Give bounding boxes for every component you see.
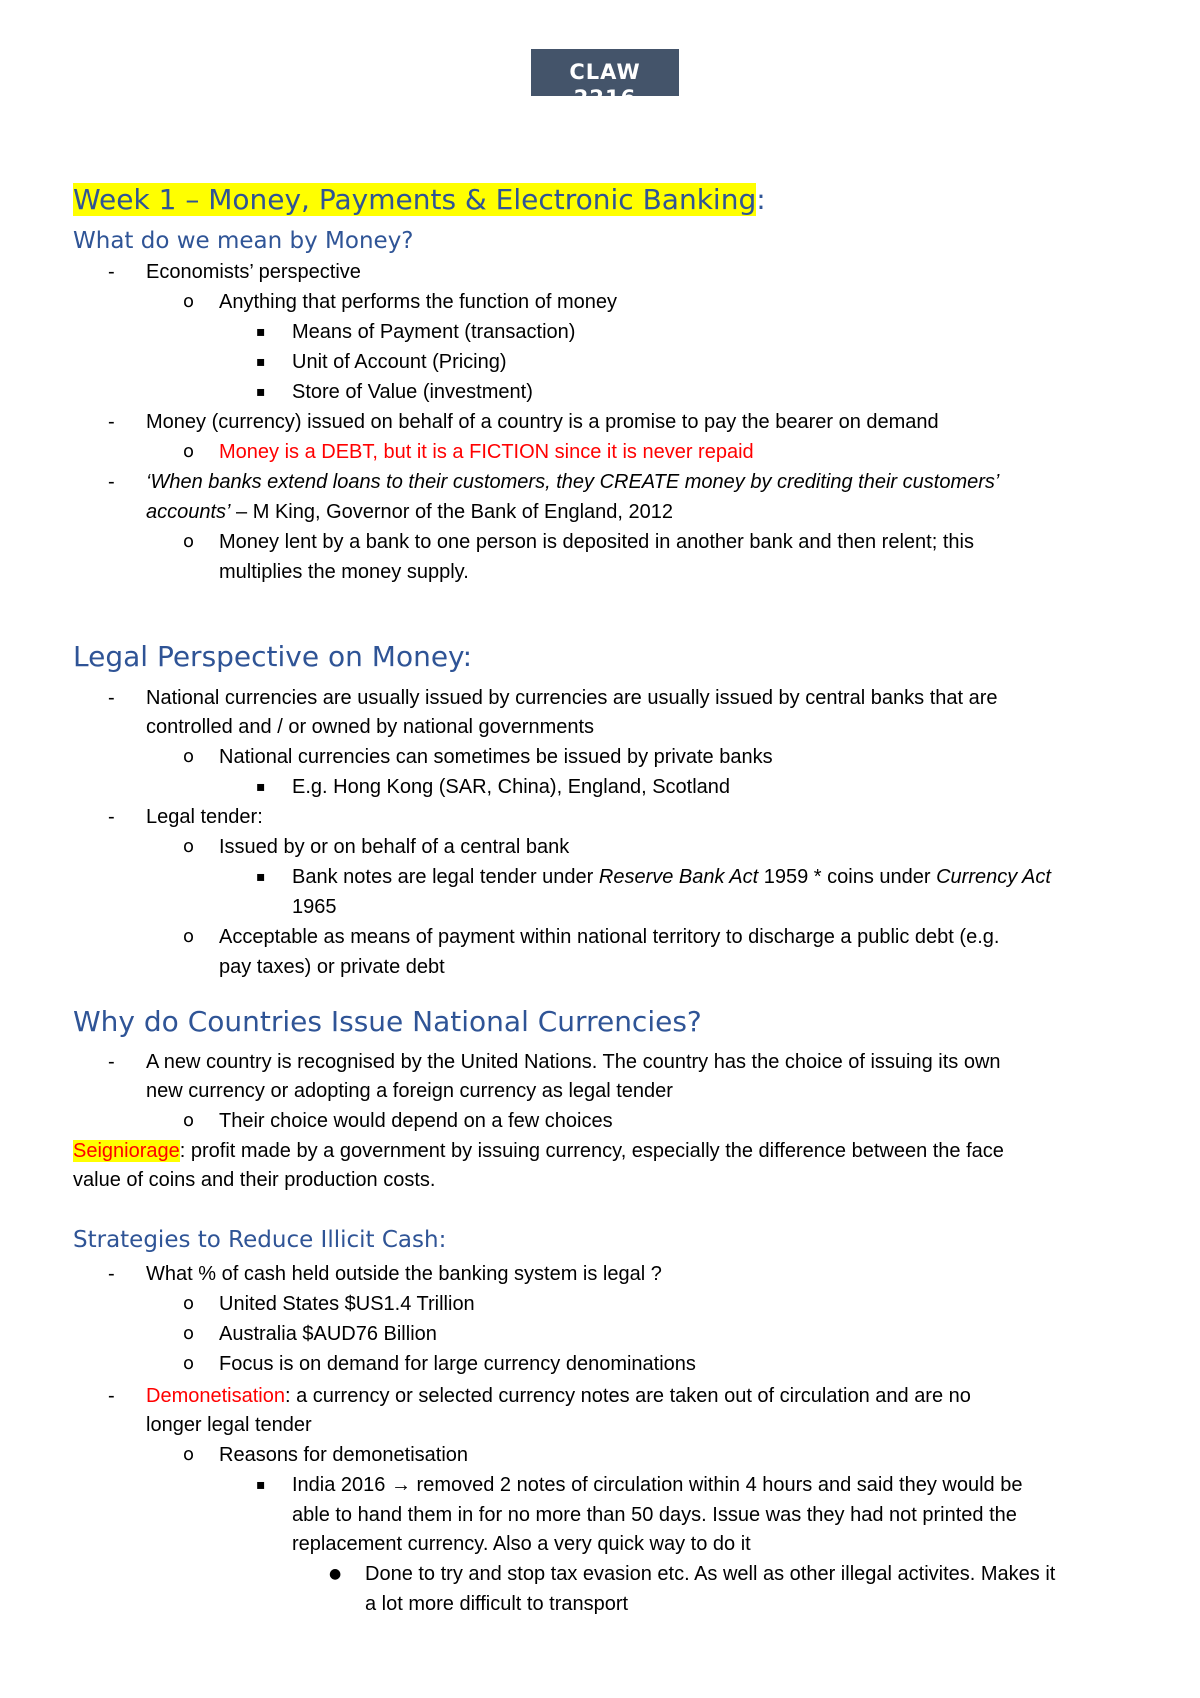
dash-bullet: - bbox=[108, 687, 115, 709]
notes-line1 bbox=[292, 865, 1051, 889]
reasons-text: Reasons for demonetisation bbox=[219, 1444, 469, 1466]
strategies-title: Strategies to Reduce Illicit Cash: bbox=[73, 1227, 447, 1253]
national-line1: National currencies are usually issued by currencies are usually issued by central banks that are bbox=[146, 687, 998, 709]
square-bullet: ▪ bbox=[256, 324, 266, 340]
square-bullet: ▪ bbox=[256, 354, 266, 370]
store-text: Store of Value (investment) bbox=[292, 381, 533, 403]
circle-bullet: o bbox=[183, 1353, 195, 1374]
economists-text: Economists’ perspective bbox=[146, 261, 361, 283]
india-line3: replacement currency. Also a very quick way to do it bbox=[292, 1533, 751, 1555]
dash-bullet: - bbox=[108, 411, 115, 433]
india-line2: able to hand them in for no more than 50 days. Issue was they had not printed the bbox=[292, 1504, 1017, 1526]
why-title: Why do Countries Issue National Currencies? bbox=[73, 1005, 702, 1038]
week1-title-colon: : bbox=[756, 183, 766, 216]
issued-text: Issued by or on behalf of a central bank bbox=[219, 836, 570, 858]
legal-title: Legal Perspective on Money: bbox=[73, 640, 473, 673]
circle-bullet: o bbox=[183, 836, 195, 857]
dash-bullet: - bbox=[108, 1263, 115, 1285]
circle-bullet: o bbox=[183, 291, 195, 312]
quote-attribution: – M King, Governor of the Bank of England, 2012 bbox=[230, 501, 673, 523]
lent-line1: Money lent by a bank to one person is deposited in another bank and then relent; this bbox=[219, 531, 974, 553]
money-currency-text: Money (currency) issued on behalf of a country is a promise to pay the bearer on demand bbox=[146, 411, 939, 433]
dash-bullet: - bbox=[108, 806, 115, 828]
course-code-overflow: 2216 bbox=[573, 86, 637, 110]
notes-year: 1965 bbox=[292, 896, 337, 918]
means-text: Means of Payment (transaction) bbox=[292, 321, 576, 343]
seigniorage-line2: value of coins and their production costs. bbox=[73, 1169, 436, 1191]
seigniorage-definition: : profit made by a government by issuing currency, especially the difference between the face bbox=[179, 1140, 1004, 1162]
circle-bullet: o bbox=[183, 441, 195, 462]
square-bullet: ▪ bbox=[256, 779, 266, 795]
circle-bullet: o bbox=[183, 531, 195, 552]
done-line2: a lot more difficult to transport bbox=[365, 1593, 629, 1615]
square-bullet: ▪ bbox=[256, 1477, 266, 1493]
circle-bullet: o bbox=[183, 746, 195, 767]
money-subheading: What do we mean by Money? bbox=[73, 228, 414, 254]
course-code-box bbox=[531, 49, 679, 110]
dash-bullet: - bbox=[108, 1385, 115, 1407]
done-line1: Done to try and stop tax evasion etc. As well as other illegal activites. Makes it bbox=[365, 1563, 1056, 1585]
quote-line2 bbox=[146, 500, 673, 524]
seigniorage-term: Seigniorage bbox=[73, 1140, 180, 1162]
notes-mid: 1959 * coins under bbox=[758, 866, 937, 888]
demonetisation-definition: : a currency or selected currency notes are taken out of circulation and are no bbox=[284, 1385, 971, 1407]
lent-line2: multiplies the money supply. bbox=[219, 561, 469, 583]
unit-text: Unit of Account (Pricing) bbox=[292, 351, 507, 373]
circle-bullet: o bbox=[183, 1444, 195, 1465]
circle-bullet: o bbox=[183, 1110, 195, 1131]
seigniorage-line1 bbox=[73, 1139, 1004, 1163]
new-country-line1: A new country is recognised by the United Nations. The country has the choice of issuing its own bbox=[146, 1051, 1001, 1073]
quote-accounts: accounts’ bbox=[146, 501, 231, 523]
tender-text: Legal tender: bbox=[146, 806, 263, 828]
private-text: National currencies can sometimes be issued by private banks bbox=[219, 746, 773, 768]
disc-bullet: ● bbox=[329, 1566, 342, 1582]
choice-text: Their choice would depend on a few choices bbox=[219, 1110, 613, 1132]
debt-text: Money is a DEBT, but it is a FICTION since it is never repaid bbox=[219, 441, 754, 463]
focus-text: Focus is on demand for large currency denominations bbox=[219, 1353, 696, 1375]
new-country-line2: new currency or adopting a foreign currency as legal tender bbox=[146, 1080, 673, 1102]
week1-title bbox=[73, 183, 766, 216]
square-bullet: ▪ bbox=[256, 384, 266, 400]
quote-line1: ‘When banks extend loans to their customers, they CREATE money by crediting their customers’ bbox=[146, 471, 1000, 493]
circle-bullet: o bbox=[183, 1323, 195, 1344]
demonetisation-line2: longer legal tender bbox=[146, 1414, 312, 1436]
demonetisation-line1 bbox=[146, 1384, 971, 1408]
dash-bullet: - bbox=[108, 261, 115, 283]
currency-act: Currency Act bbox=[936, 866, 1051, 888]
india-line1: India 2016 → removed 2 notes of circulation within 4 hours and said they would be bbox=[292, 1474, 1023, 1496]
week1-title-text: Week 1 – Money, Payments & Electronic Banking bbox=[73, 183, 757, 216]
au-text: Australia $AUD76 Billion bbox=[219, 1323, 437, 1345]
national-line2: controlled and / or owned by national governments bbox=[146, 716, 595, 738]
anything-text: Anything that performs the function of money bbox=[219, 291, 617, 313]
square-bullet: ▪ bbox=[256, 869, 266, 885]
dash-bullet: - bbox=[108, 1051, 115, 1073]
acceptable-line2: pay taxes) or private debt bbox=[219, 956, 445, 978]
dash-bullet: - bbox=[108, 471, 115, 493]
what-text: What % of cash held outside the banking system is legal ? bbox=[146, 1263, 662, 1285]
demonetisation-term: Demonetisation bbox=[146, 1385, 285, 1407]
us-text: United States $US1.4 Trillion bbox=[219, 1293, 475, 1315]
course-code: CLAW bbox=[569, 60, 641, 84]
notes-pre: Bank notes are legal tender under bbox=[292, 866, 599, 888]
circle-bullet: o bbox=[183, 1293, 195, 1314]
acceptable-line1: Acceptable as means of payment within national territory to discharge a public debt (e.g. bbox=[219, 926, 1000, 948]
circle-bullet: o bbox=[183, 926, 195, 947]
eg-text: E.g. Hong Kong (SAR, China), England, Scotland bbox=[292, 776, 731, 798]
reserve-bank-act: Reserve Bank Act bbox=[598, 866, 759, 888]
